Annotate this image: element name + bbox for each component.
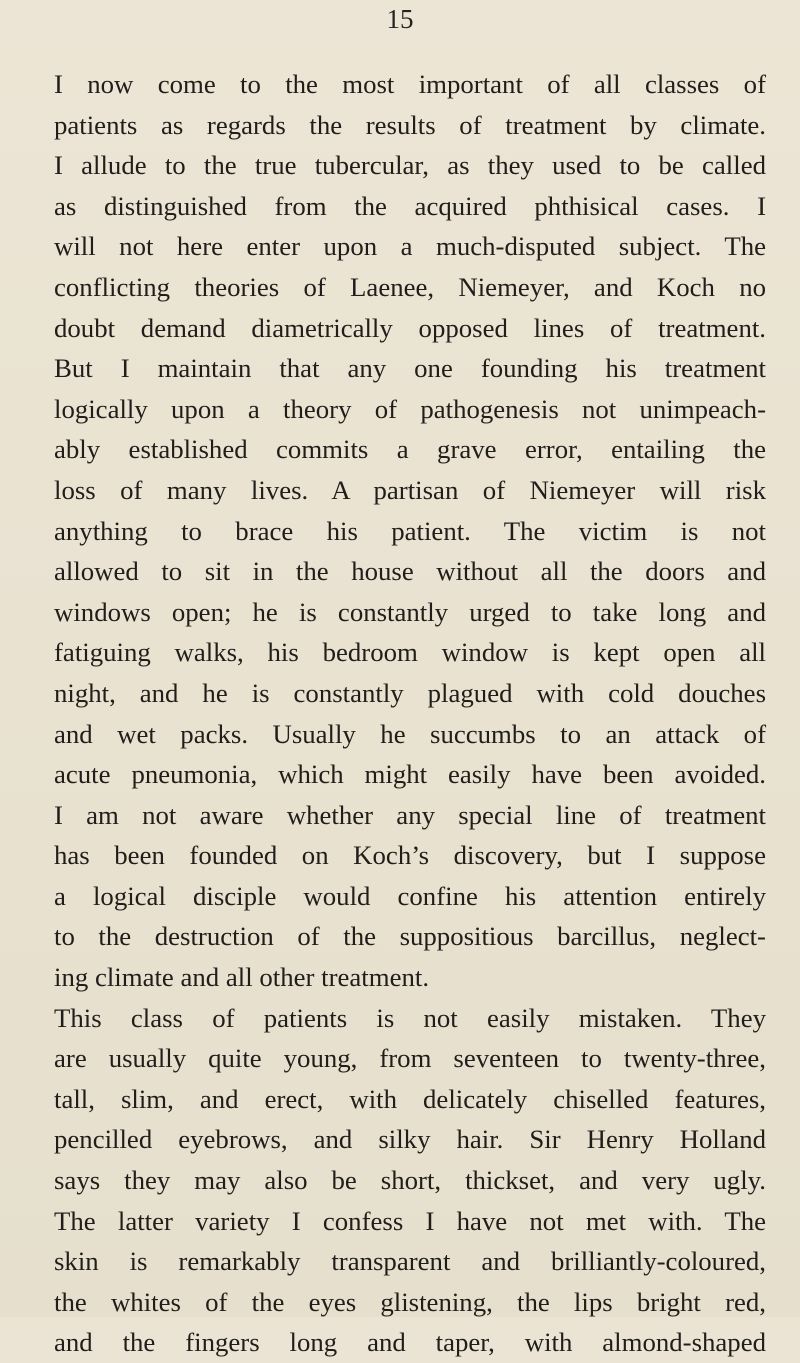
text-line: The latter variety I confess I have not met with. The (54, 1205, 766, 1236)
text-line: This class of patients is not easily mistaken. They (54, 1002, 766, 1033)
text-line: and the fingers long and taper, with almond-shaped (54, 1327, 766, 1358)
text-line: I am not aware whether any special line of treatment (54, 799, 766, 830)
text-line: are usually quite young, from seventeen to twenty-three, (54, 1043, 766, 1074)
text-line: conflicting theories of Laenee, Niemeyer, and Koch no (54, 271, 766, 302)
text-line: acute pneumonia, which might easily have been avoided. (54, 759, 766, 790)
text-line: allowed to sit in the house without all the doors and (54, 556, 766, 587)
text-line: I now come to the most important of all classes of (54, 69, 766, 99)
page-number: 15 (386, 4, 414, 34)
body-text (54, 64, 766, 1363)
text-line: loss of many lives. A partisan of Niemeyer will risk (54, 474, 766, 505)
text-line: pencilled eyebrows, and silky hair. Sir Henry Holland (54, 1124, 766, 1155)
text-line: ing climate and all other treatment. (54, 962, 430, 993)
text-line: But I maintain that any one founding his treatment (54, 353, 766, 384)
text-line: as distinguished from the acquired phthisical cases. I (54, 190, 766, 221)
text-line: doubt demand diametrically opposed lines of treatment. (54, 312, 766, 343)
text-line: and wet packs. Usually he succumbs to an attack of (54, 718, 766, 749)
text-line: I allude to the true tubercular, as they used to be called (54, 150, 766, 181)
text-line: says they may also be short, thickset, and very ugly. (54, 1165, 766, 1196)
text-line: logically upon a theory of pathogenesis not unimpeach- (54, 393, 766, 424)
text-line: a logical disciple would confine his attention entirely (54, 880, 766, 911)
text-line: tall, slim, and erect, with delicately chiselled features, (54, 1083, 766, 1114)
text-line: to the destruction of the suppositious barcillus, neglect- (54, 921, 766, 952)
text-line: the whites of the eyes glistening, the lips bright red, (54, 1286, 766, 1317)
text-line: windows open; he is constantly urged to take long and (54, 596, 766, 627)
text-line: night, and he is constantly plagued with cold douches (54, 677, 766, 708)
text-line: has been founded on Koch’s discovery, but I suppose (54, 840, 766, 871)
text-line: patients as regards the results of treatment by climate. (54, 109, 766, 140)
text-line: will not here enter upon a much-disputed subject. The (54, 231, 766, 262)
text-line: skin is remarkably transparent and brilliantly-coloured, (54, 1246, 766, 1277)
text-line: anything to brace his patient. The victim is not (54, 515, 766, 546)
text-line: fatiguing walks, his bedroom window is kept open all (54, 637, 766, 668)
text-line: ably established commits a grave error, entailing the (54, 434, 766, 465)
